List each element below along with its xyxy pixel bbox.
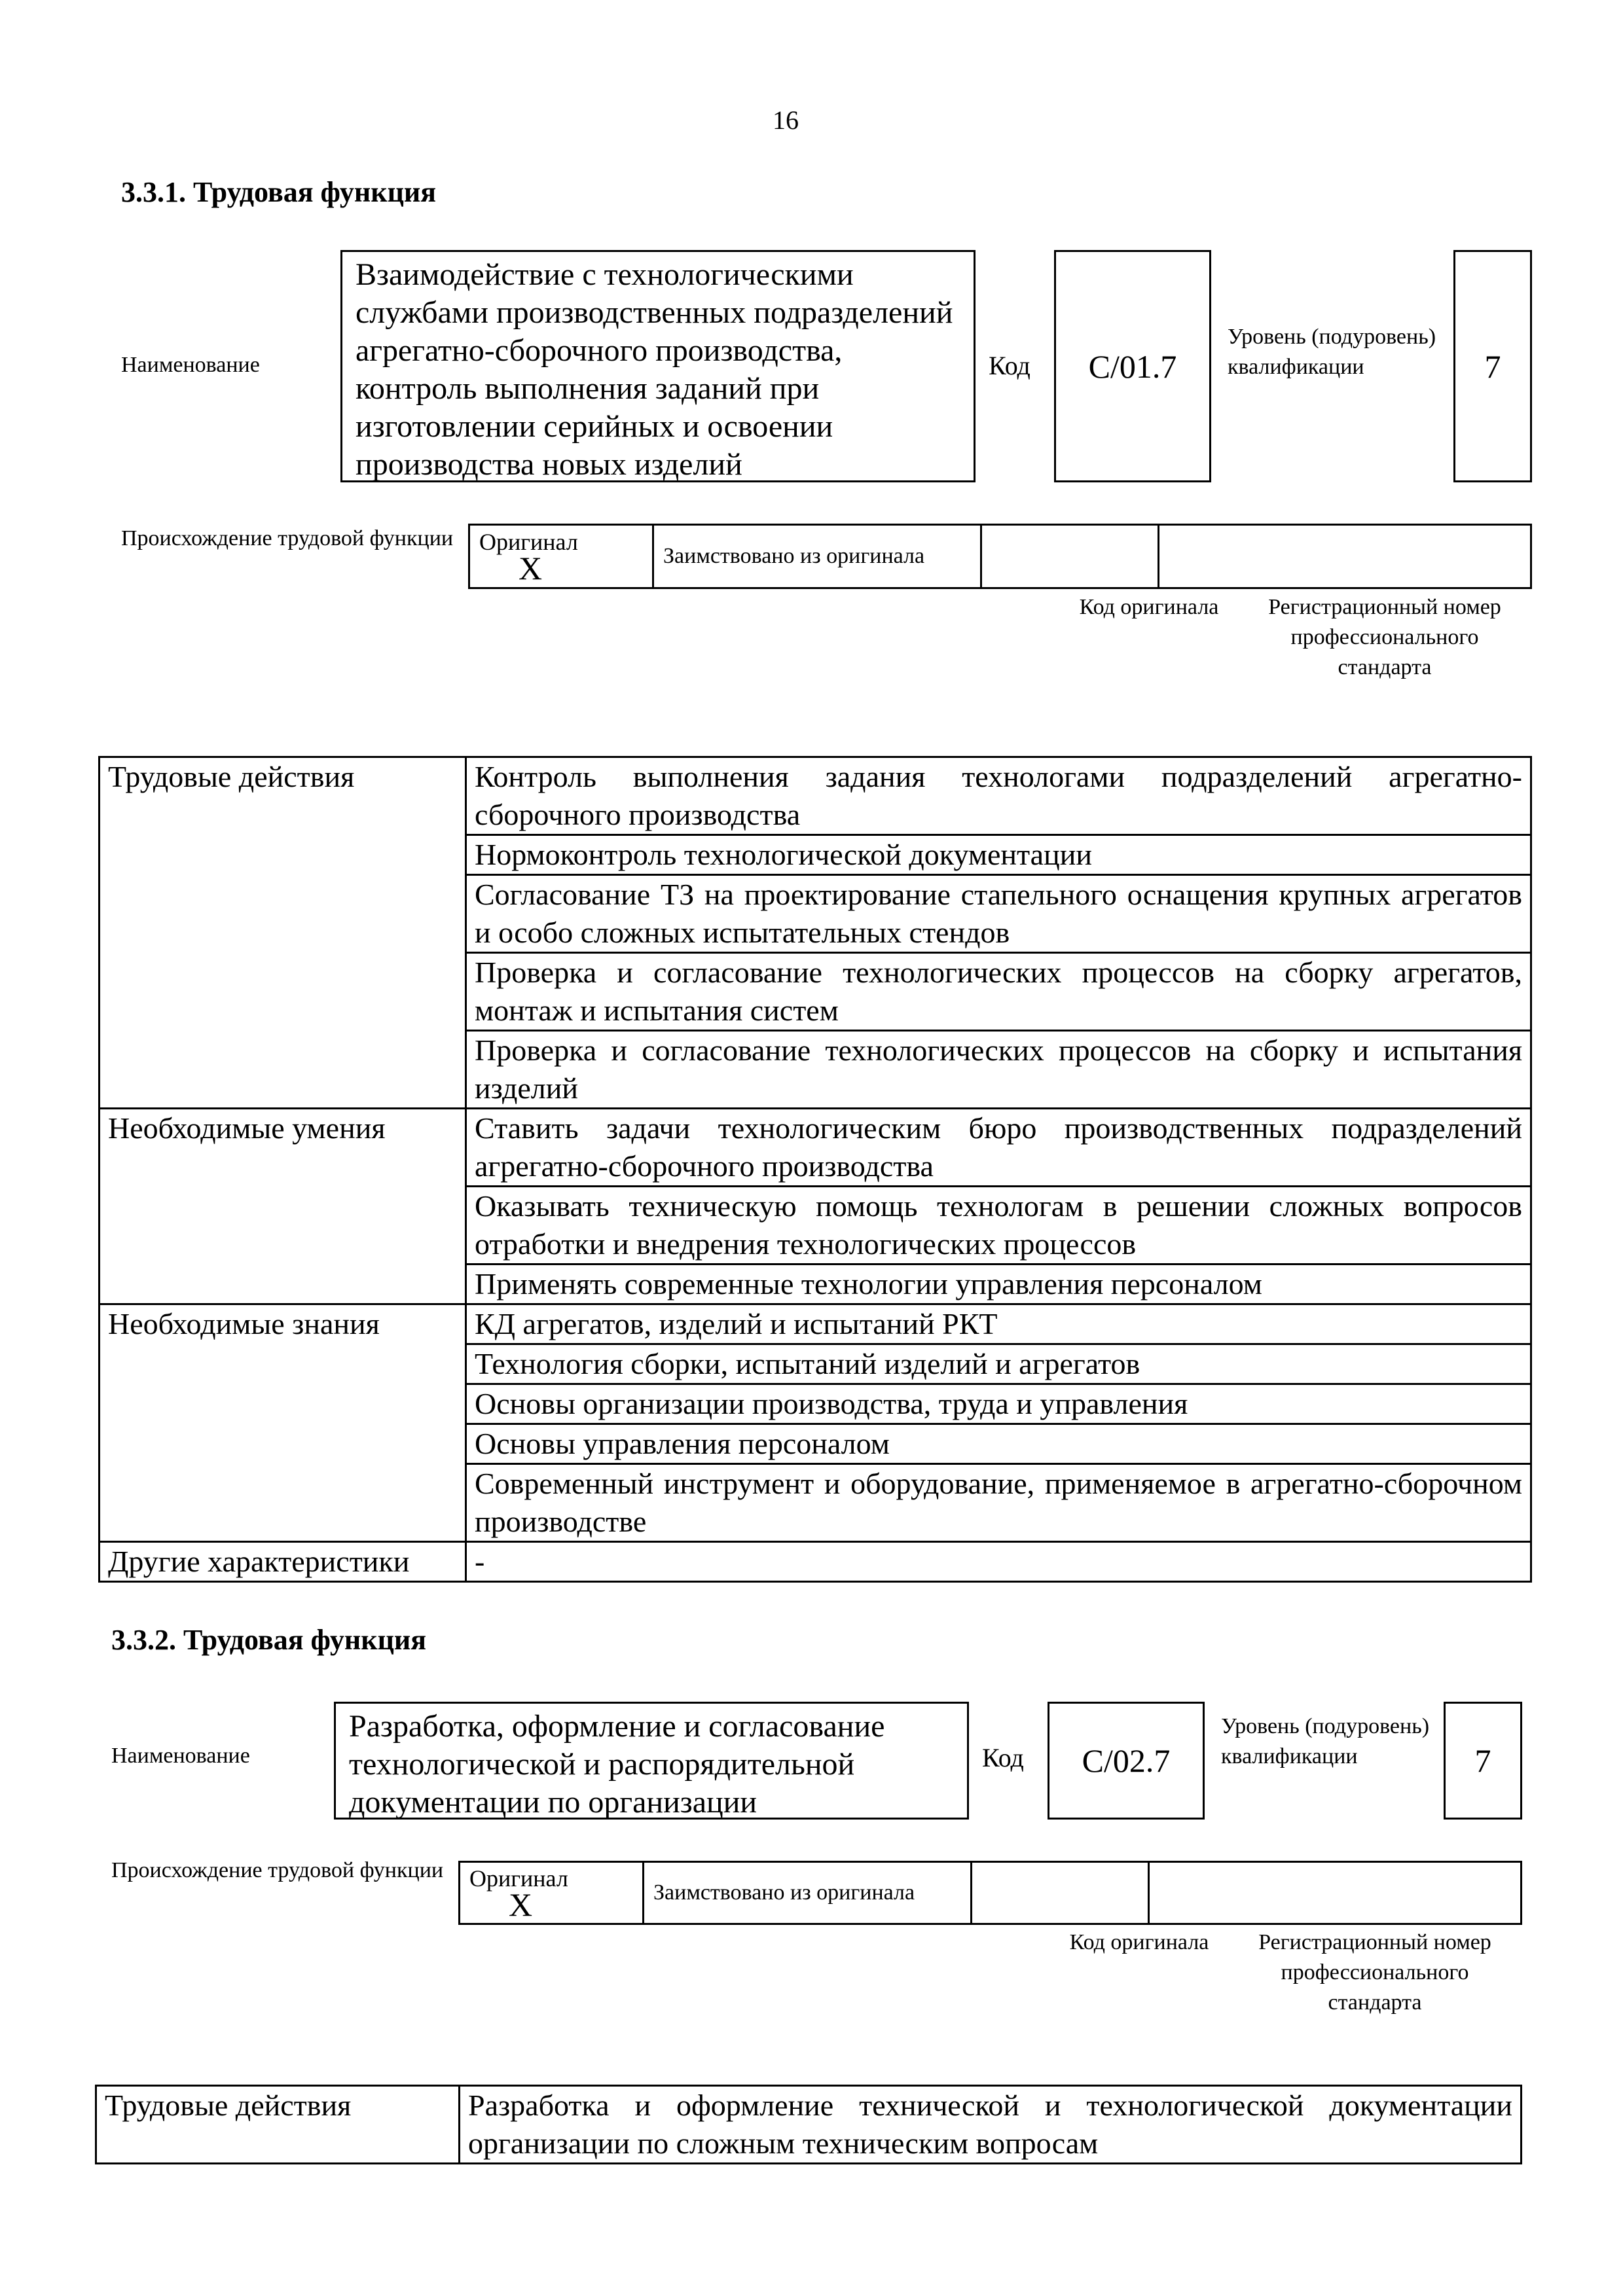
knowledge-label: Необходимые знания xyxy=(100,1304,466,1542)
code-original-cell xyxy=(972,1862,1149,1924)
borrowed-label: Заимствовано из оригинала xyxy=(644,1862,972,1924)
knowledge-item: Основы организации производства, труда и управления xyxy=(466,1384,1531,1424)
original-mark: X xyxy=(519,549,543,586)
reg-number-cell xyxy=(1159,525,1531,588)
original-mark: X xyxy=(509,1886,533,1923)
labor-action-item: Проверка и согласование технологических процессов на сборку агрегатов, монтаж и испытания систем xyxy=(466,953,1531,1031)
origin-label: Происхождение трудовой функции xyxy=(121,526,454,550)
labor-action-item: Согласование ТЗ на проектирование стапельного оснащения крупных агрегатов и особо сложных испытательных стендов xyxy=(466,875,1531,953)
code-label: Код xyxy=(982,1743,1024,1772)
level-value: 7 xyxy=(1444,1702,1522,1820)
other-label: Другие характеристики xyxy=(100,1542,466,1582)
reg-number-label: Регистрационный номер профессионального стандарта xyxy=(1258,1930,1491,2015)
function-name: Взаимодействие с технологическими службами производственных подразделений агрегатно-сборочного производства, контроль выполнения заданий при изготовлении серийных и освоении производства новых изделий xyxy=(340,250,976,482)
code-original-label: Код оригинала xyxy=(1069,1930,1209,1954)
origin-label: Происхождение трудовой функции xyxy=(111,1858,444,1882)
other-value: - xyxy=(466,1542,1531,1582)
name-label: Наименование xyxy=(111,1744,250,1768)
reg-number-label: Регистрационный номер профессионального стандарта xyxy=(1268,595,1501,679)
knowledge-item: Основы управления персоналом xyxy=(466,1424,1531,1464)
function-code: С/01.7 xyxy=(1054,250,1211,482)
borrowed-label: Заимствовано из оригинала xyxy=(653,525,981,588)
labor-actions-label: Трудовые действия xyxy=(100,757,466,1109)
labor-action-item: Разработка и оформление технической и технологической документации организации по сложным техническим вопросам xyxy=(460,2086,1522,2164)
labor-action-item: Нормоконтроль технологической документации xyxy=(466,835,1531,875)
dashed-separator xyxy=(1203,1702,1205,1820)
skill-item: Оказывать техническую помощь технологам в решении сложных вопросов отработки и внедрения технологических процессов xyxy=(466,1187,1531,1265)
code-label: Код xyxy=(989,351,1030,380)
name-label: Наименование xyxy=(121,353,260,377)
original-label: Оригинал X xyxy=(460,1862,644,1924)
page-number: 16 xyxy=(773,105,799,135)
section-title: 3.3.1. Трудовая функция xyxy=(121,176,437,208)
skill-item: Применять современные технологии управления персоналом xyxy=(466,1265,1531,1304)
labor-action-item: Проверка и согласование технологических процессов на сборку и испытания изделий xyxy=(466,1031,1531,1109)
level-label: Уровень (подуровень) квалификации xyxy=(1221,1714,1430,1768)
original-label: Оригинал X xyxy=(469,525,653,588)
function-table xyxy=(98,756,1532,1583)
section-title: 3.3.2. Трудовая функция xyxy=(111,1624,427,1656)
reg-number-cell xyxy=(1149,1862,1522,1924)
code-original-cell xyxy=(981,525,1159,588)
labor-actions-label: Трудовые действия xyxy=(96,2086,460,2164)
knowledge-item: Технология сборки, испытаний изделий и агрегатов xyxy=(466,1344,1531,1384)
origin-table xyxy=(458,1861,1522,1925)
function-name: Разработка, оформление и согласование технологической и распорядительной документации по организации xyxy=(334,1702,969,1820)
knowledge-item: Современный инструмент и оборудование, применяемое в агрегатно-сборочном производстве xyxy=(466,1464,1531,1542)
skills-label: Необходимые умения xyxy=(100,1109,466,1304)
level-value: 7 xyxy=(1453,250,1532,482)
function-code: С/02.7 xyxy=(1048,1702,1205,1820)
knowledge-item: КД агрегатов, изделий и испытаний РКТ xyxy=(466,1304,1531,1344)
function-table xyxy=(95,2085,1522,2164)
origin-table xyxy=(468,524,1532,589)
code-original-label: Код оригинала xyxy=(1079,595,1219,619)
labor-action-item: Контроль выполнения задания технологами подразделений агрегатно-сборочного производства xyxy=(466,757,1531,835)
dashed-separator xyxy=(1209,250,1211,482)
skill-item: Ставить задачи технологическим бюро производственных подразделений агрегатно-сборочного производства xyxy=(466,1109,1531,1187)
level-label: Уровень (подуровень) квалификации xyxy=(1228,325,1436,379)
